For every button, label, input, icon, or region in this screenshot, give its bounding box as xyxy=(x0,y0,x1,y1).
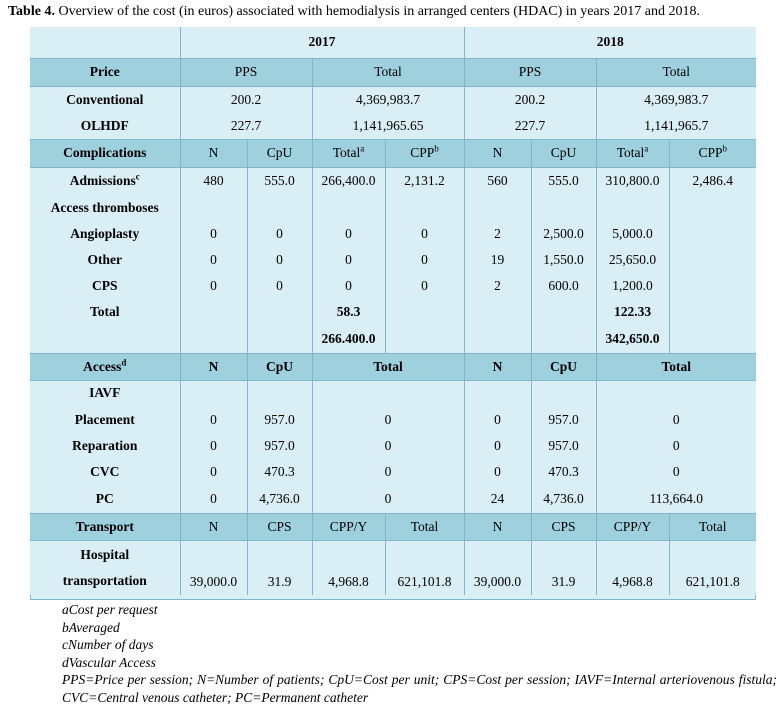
n-header-2018: N xyxy=(464,513,531,540)
n-header-2017: N xyxy=(180,353,247,380)
total-header-2017: Total xyxy=(385,513,464,540)
total-header-2017 xyxy=(312,139,385,167)
cell-total-2017: 0 xyxy=(312,273,385,299)
cppy-header-2017: CPP/Y xyxy=(312,513,385,540)
cell-cpu-2018: 957.0 xyxy=(531,433,596,459)
cell-n-2017: 0 xyxy=(180,485,247,513)
cell-cpu-2017: 4,736.0 xyxy=(247,485,312,513)
year-2018-header: 2018 xyxy=(464,27,756,58)
footnote-mark: d xyxy=(121,357,127,367)
table-caption xyxy=(8,4,700,20)
n-header-2017: N xyxy=(180,513,247,540)
cpu-header-2018: CpU xyxy=(531,139,596,167)
row-label: CVC xyxy=(30,459,180,485)
cell-pps-2017: 200.2 xyxy=(180,86,312,113)
cell-total-2017: 1,141,965.65 xyxy=(312,113,464,139)
cell-cpu-2017: 555.0 xyxy=(247,167,312,194)
row-label: Other xyxy=(30,247,180,273)
footnote-b: bAveraged xyxy=(62,619,120,635)
row-label: Reparation xyxy=(30,433,180,459)
abbreviations-note: PPS=Price per session; N=Number of patients; CpU=Cost per unit; CPS=Cost per session; IAVF=Internal arteriovenous fistula; CVC=Central venous catheter; PC=Permanent catheter xyxy=(62,672,777,705)
cell-total-2017: 0 xyxy=(312,459,464,485)
total-label: Total xyxy=(332,145,361,160)
cps-header-2018: CPS xyxy=(531,513,596,540)
cell-pps-2018: 200.2 xyxy=(464,86,596,113)
cell-total-2017: 0 xyxy=(312,406,464,433)
cell-n-2018: 2 xyxy=(464,221,531,247)
cell-total-2017: 0 xyxy=(312,247,385,273)
cell-total-2017: 621,101.8 xyxy=(385,540,464,595)
cell-cpu-2018: 600.0 xyxy=(531,273,596,299)
cppy-header-2018: CPP/Y xyxy=(596,513,669,540)
cell-n-2018: 19 xyxy=(464,247,531,273)
admissions-label: Admissions xyxy=(69,172,136,188)
total-header-2018: Total xyxy=(596,353,756,380)
total-row xyxy=(30,299,756,325)
access-label: Access xyxy=(83,358,122,374)
footnote-a: aCost per request xyxy=(62,602,158,617)
total-header-2018: Total xyxy=(596,58,756,86)
cell-n-2018: 0 xyxy=(464,406,531,433)
cell-total-2017: 0 xyxy=(312,221,385,247)
cell-total-2017: 266,400.0 xyxy=(312,167,385,194)
cell-cppy-2017: 4,968.8 xyxy=(312,540,385,595)
cell-n-2017: 0 xyxy=(180,247,247,273)
cell-n-2017: 0 xyxy=(180,273,247,299)
cell-cpp-2017: 2,131.2 xyxy=(385,167,464,194)
cell-n-2018: 39,000.0 xyxy=(464,540,531,595)
cell-cpp-2018 xyxy=(669,247,756,273)
row-label: Access thromboses xyxy=(30,194,180,221)
row-label: PC xyxy=(30,485,180,513)
complications-header-row xyxy=(30,139,756,167)
cell-n-2018: 0 xyxy=(464,459,531,485)
cell-total-2018: 0 xyxy=(596,406,756,433)
footnote-mark: a xyxy=(644,143,649,154)
reparation-row xyxy=(30,433,756,459)
footnote-mark: a xyxy=(360,143,365,154)
cell-cpu-2017: 957.0 xyxy=(247,406,312,433)
price-row-conventional xyxy=(30,86,756,113)
row-label: Total xyxy=(30,299,180,325)
cell-total-2018: 5,000.0 xyxy=(596,221,669,247)
admissions-row xyxy=(30,167,756,194)
cell-cpu-2017: 957.0 xyxy=(247,433,312,459)
cpu-header-2017: CpU xyxy=(247,353,312,380)
total-header-2017: Total xyxy=(312,353,464,380)
hospital-transportation-row xyxy=(30,540,756,595)
transport-header-label: Transport xyxy=(30,513,180,540)
pc-row xyxy=(30,485,756,513)
cpp-label: CPP xyxy=(410,145,435,160)
cell-n-2017: 39,000.0 xyxy=(180,540,247,595)
cell-cpu-2018: 2,500.0 xyxy=(531,221,596,247)
total-row-2 xyxy=(30,325,756,353)
row-label: Conventional xyxy=(30,86,180,113)
cell-total-2018: 310,800.0 xyxy=(596,167,669,194)
price-header-label: Price xyxy=(30,58,180,86)
total-label: Total xyxy=(616,145,645,160)
caption-text: Overview of the cost (in euros) associated with hemodialysis in arranged centers (HDAC) in years 2017 and 2018. xyxy=(54,4,700,19)
cpu-header-2017: CpU xyxy=(247,139,312,167)
cell-cpp-2017: 0 xyxy=(385,273,464,299)
cell-n-2018: 560 xyxy=(464,167,531,194)
corner-cell xyxy=(30,27,180,58)
cell-cps-2018: 31.9 xyxy=(531,540,596,595)
placement-row xyxy=(30,406,756,433)
footnote-mark: c xyxy=(135,171,140,182)
cell-total-2018: 1,141,965.7 xyxy=(596,113,756,139)
row-label-line1: Hospital xyxy=(80,546,130,562)
cell-cpu-2018: 555.0 xyxy=(531,167,596,194)
other-row xyxy=(30,247,756,273)
n-header-2018: N xyxy=(464,353,531,380)
row-label: Placement xyxy=(30,406,180,433)
cell-total-2018: 621,101.8 xyxy=(669,540,756,595)
iavf-row xyxy=(30,380,756,406)
cell-total-2017-b: 266.400.0 xyxy=(312,325,385,353)
row-label: Angioplasty xyxy=(30,221,180,247)
cpp-header-2017 xyxy=(385,139,464,167)
year-header-row xyxy=(30,27,756,58)
cell-cpu-2018: 4,736.0 xyxy=(531,485,596,513)
cell-cpp-2017: 0 xyxy=(385,247,464,273)
row-label: CPS xyxy=(30,273,180,299)
pps-header-2018: PPS xyxy=(464,58,596,86)
total-header-2017: Total xyxy=(312,58,464,86)
cell-cpu-2017: 0 xyxy=(247,273,312,299)
table-footnotes xyxy=(62,601,777,706)
n-header-2018: N xyxy=(464,139,531,167)
cell-total-2017: 0 xyxy=(312,433,464,459)
cell-total-2018: 0 xyxy=(596,433,756,459)
cpu-header-2018: CpU xyxy=(531,353,596,380)
pps-header-2017: PPS xyxy=(180,58,312,86)
cvc-row xyxy=(30,459,756,485)
cell-n-2017: 0 xyxy=(180,459,247,485)
cell-cppy-2018: 4,968.8 xyxy=(596,540,669,595)
cell-n-2017: 0 xyxy=(180,221,247,247)
cell-cpu-2018: 1,550.0 xyxy=(531,247,596,273)
cell-n-2017: 480 xyxy=(180,167,247,194)
cell-n-2018: 24 xyxy=(464,485,531,513)
angioplasty-row xyxy=(30,221,756,247)
row-label xyxy=(30,540,180,595)
access-header-row xyxy=(30,353,756,380)
complications-header-label: Complications xyxy=(30,139,180,167)
cell-cps-2017: 31.9 xyxy=(247,540,312,595)
cell-cpu-2017: 0 xyxy=(247,221,312,247)
cps-header-2017: CPS xyxy=(247,513,312,540)
access-thromboses-row xyxy=(30,194,756,221)
cps-row xyxy=(30,273,756,299)
cell-n-2017: 0 xyxy=(180,406,247,433)
cell-total-2018: 113,664.0 xyxy=(596,485,756,513)
cell-total-2018-b: 342,650.0 xyxy=(596,325,669,353)
cost-table xyxy=(30,27,756,595)
year-2017-header: 2017 xyxy=(180,27,464,58)
cell-n-2017: 0 xyxy=(180,433,247,459)
cell-cpp-2018: 2,486.4 xyxy=(669,167,756,194)
row-label: OLHDF xyxy=(30,113,180,139)
cell-n-2018: 0 xyxy=(464,433,531,459)
cell-cpp-2018 xyxy=(669,273,756,299)
footnote-mark: b xyxy=(722,143,728,154)
cell-total-2017: 4,369,983.7 xyxy=(312,86,464,113)
cell-pps-2018: 227.7 xyxy=(464,113,596,139)
cell-cpu-2017: 470.3 xyxy=(247,459,312,485)
cpp-label: CPP xyxy=(698,145,723,160)
price-row-olhdf xyxy=(30,113,756,139)
cpp-header-2018 xyxy=(669,139,756,167)
row-label: IAVF xyxy=(30,380,180,406)
row-label xyxy=(30,167,180,194)
footnote-mark: b xyxy=(434,143,439,154)
cell-cpp-2017: 0 xyxy=(385,221,464,247)
footnote-d: dVascular Access xyxy=(62,654,156,670)
transport-header-row xyxy=(30,513,756,540)
cell-total-2018: 25,650.0 xyxy=(596,247,669,273)
n-header-2017: N xyxy=(180,139,247,167)
cell-total-2018: 4,369,983.7 xyxy=(596,86,756,113)
price-header-row xyxy=(30,58,756,86)
cell-total-2017-a: 58.3 xyxy=(312,299,385,325)
total-header-2018: Total xyxy=(669,513,756,540)
cell-cpp-2018 xyxy=(669,221,756,247)
cell-total-2018-a: 122.33 xyxy=(596,299,669,325)
access-header-label xyxy=(30,353,180,380)
cell-cpu-2018: 470.3 xyxy=(531,459,596,485)
cell-n-2018: 2 xyxy=(464,273,531,299)
table-number: Table 4. xyxy=(8,4,55,19)
cell-pps-2017: 227.7 xyxy=(180,113,312,139)
cell-total-2018: 1,200.0 xyxy=(596,273,669,299)
cell-cpu-2017: 0 xyxy=(247,247,312,273)
cell-total-2017: 0 xyxy=(312,485,464,513)
footnote-c: cNumber of days xyxy=(62,637,154,652)
cell-cpu-2018: 957.0 xyxy=(531,406,596,433)
total-header-2018 xyxy=(596,139,669,167)
row-label-line2: transportation xyxy=(62,572,147,588)
cell-total-2018: 0 xyxy=(596,459,756,485)
